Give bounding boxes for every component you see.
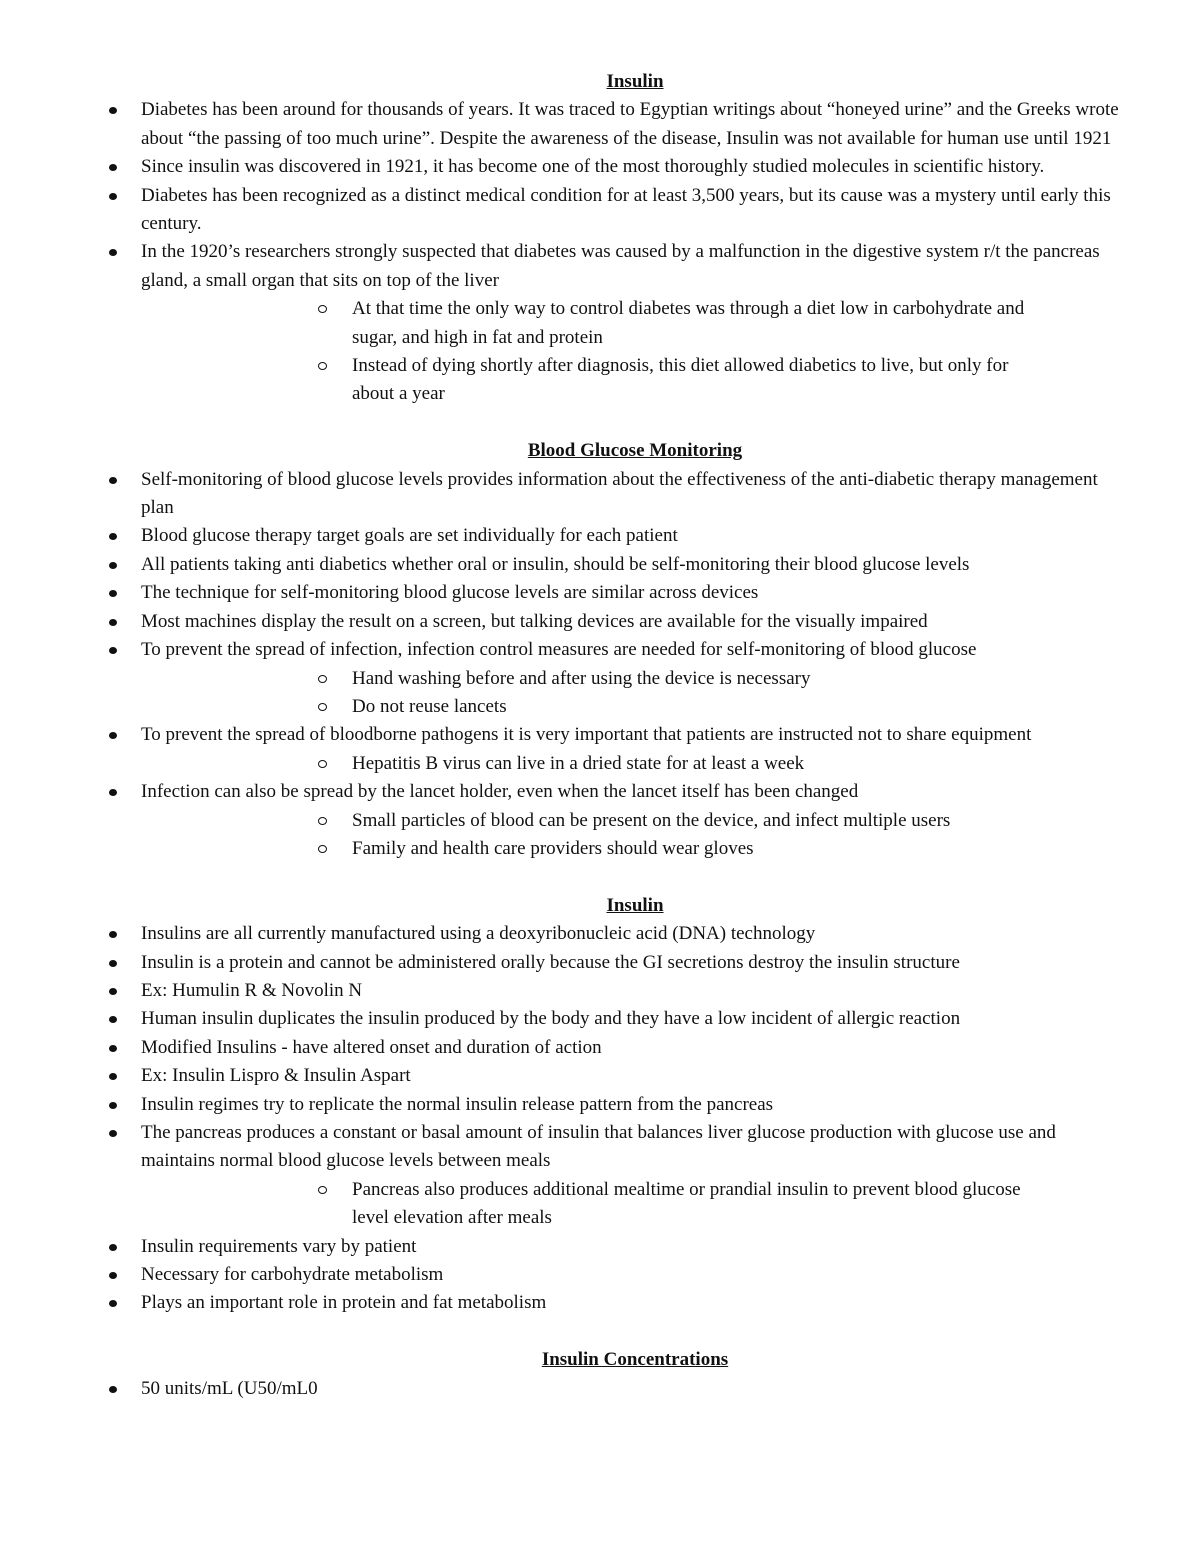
filled-bullet-icon (109, 1244, 117, 1251)
sub-bullet-list (141, 1176, 1120, 1233)
section-spacer (0, 863, 1200, 891)
list-item (0, 920, 1200, 948)
list-item-text: The technique for self-monitoring blood glucose levels are similar across devices (141, 582, 759, 604)
filled-bullet-icon (109, 931, 117, 938)
section-heading: Insulin Concentrations (541, 1349, 729, 1371)
list-item-text: To prevent the spread of bloodborne pathogens it is very important that patients are instructed not to share equipment (141, 724, 1032, 746)
sub-list-item (141, 693, 1120, 721)
list-item-text: Diabetes has been recognized as a distinct medical condition for at least 3,500 years, but its cause was a mystery until early this century. (141, 184, 1111, 235)
list-item-text: 50 units/mL (U50/mL0 (141, 1377, 318, 1399)
list-item (0, 949, 1200, 977)
list-item-text: Ex: Insulin Lispro & Insulin Aspart (141, 1065, 411, 1087)
list-item (0, 1233, 1200, 1261)
list-item (0, 1119, 1200, 1233)
filled-bullet-icon (109, 789, 117, 796)
filled-bullet-icon (109, 1102, 117, 1109)
list-item-text: Human insulin duplicates the insulin produced by the body and they have a low incident of allergic reaction (141, 1008, 961, 1030)
filled-bullet-icon (109, 647, 117, 654)
sub-bullet-list (141, 750, 1120, 778)
list-item (0, 1261, 1200, 1289)
list-item (0, 778, 1200, 863)
filled-bullet-icon (109, 960, 117, 967)
sub-list-item-text: Family and health care providers should wear gloves (352, 837, 754, 859)
sub-list-item (141, 352, 1120, 409)
section-heading: Blood Glucose Monitoring (527, 440, 743, 462)
filled-bullet-icon (109, 1016, 117, 1023)
list-item (0, 636, 1200, 721)
filled-bullet-icon (109, 164, 117, 171)
section-spacer (0, 1318, 1200, 1346)
list-item-text: In the 1920’s researchers strongly suspected that diabetes was caused by a malfunction in the digestive system r/t the pancreas gland, a small organ that sits on top of the liver (141, 241, 1100, 291)
list-item-text: Self-monitoring of blood glucose levels provides information about the effectiveness of the anti-diabetic therapy management plan (141, 468, 1098, 519)
filled-bullet-icon (109, 1073, 117, 1080)
list-item-text: Most machines display the result on a screen, but talking devices are available for the visually impaired (141, 610, 928, 632)
list-item (0, 466, 1200, 523)
filled-bullet-icon (109, 249, 117, 256)
sub-list-item (141, 750, 1120, 778)
list-item (0, 1034, 1200, 1062)
list-item-text: Since insulin was discovered in 1921, it has become one of the most thoroughly studied molecules in scientific history. (141, 156, 1045, 178)
hollow-bullet-icon (318, 675, 327, 683)
list-item-text: Insulins are all currently manufactured using a deoxyribonucleic acid (DNA) technology (141, 923, 816, 945)
list-item-text: Ex: Humulin R & Novolin N (141, 979, 363, 1001)
sub-list-item (141, 835, 1120, 863)
sub-list-item (141, 1176, 1120, 1233)
sub-list-item-text: Small particles of blood can be present on the device, and infect multiple users (352, 809, 951, 831)
list-item-text: Blood glucose therapy target goals are set individually for each patient (141, 525, 678, 547)
filled-bullet-icon (109, 590, 117, 597)
list-item (0, 522, 1200, 550)
sub-bullet-list (141, 807, 1120, 864)
filled-bullet-icon (109, 477, 117, 484)
hollow-bullet-icon (318, 703, 327, 711)
sub-list-item (141, 665, 1120, 693)
list-item-text: Diabetes has been around for thousands of years. It was traced to Egyptian writings about “honeyed urine” and the Greeks wrote about “the passing of too much urine”. Despite the awareness of the disease, Insulin was not available for human use until 1921 (141, 99, 1119, 149)
list-item-text: Modified Insulins - have altered onset and duration of action (141, 1036, 602, 1058)
sub-list-item-text: Hepatitis B virus can live in a dried state for at least a week (352, 752, 805, 774)
sub-list-item-text: Instead of dying shortly after diagnosis, this diet allowed diabetics to live, but only for about a year (352, 355, 1009, 405)
list-item-text: Plays an important role in protein and fat metabolism (141, 1292, 547, 1314)
filled-bullet-icon (109, 1386, 117, 1393)
sub-bullet-list (141, 665, 1120, 722)
bullet-list (0, 920, 1200, 1318)
sub-list-item-text: Hand washing before and after using the device is necessary (352, 667, 811, 689)
bullet-list (0, 96, 1200, 408)
list-item-text: To prevent the spread of infection, infection control measures are needed for self-monitoring of blood glucose (141, 639, 977, 661)
list-item (0, 1005, 1200, 1033)
list-item (0, 551, 1200, 579)
filled-bullet-icon (109, 562, 117, 569)
list-item (0, 977, 1200, 1005)
list-item-text: Insulin regimes try to replicate the normal insulin release pattern from the pancreas (141, 1093, 774, 1115)
hollow-bullet-icon (318, 817, 327, 825)
bullet-list (0, 1375, 1200, 1403)
sub-list-item (141, 807, 1120, 835)
list-item (0, 1289, 1200, 1317)
hollow-bullet-icon (318, 760, 327, 768)
sub-list-item-text: Pancreas also produces additional mealtime or prandial insulin to prevent blood glucose level elevation after meals (352, 1178, 1021, 1229)
sub-bullet-list (141, 295, 1120, 409)
list-item (0, 1062, 1200, 1090)
sub-list-item-text: Do not reuse lancets (352, 695, 507, 717)
filled-bullet-icon (109, 732, 117, 739)
filled-bullet-icon (109, 1300, 117, 1307)
filled-bullet-icon (109, 1045, 117, 1052)
sub-list-item (141, 295, 1120, 352)
bullet-list (0, 466, 1200, 864)
hollow-bullet-icon (318, 362, 327, 370)
list-item-text: Insulin requirements vary by patient (141, 1235, 417, 1257)
filled-bullet-icon (109, 619, 117, 626)
list-item (0, 238, 1200, 408)
document-content (0, 68, 1200, 1403)
list-item-text: Insulin is a protein and cannot be administered orally because the GI secretions destroy the insulin structure (141, 951, 960, 973)
filled-bullet-icon (109, 1272, 117, 1279)
filled-bullet-icon (109, 107, 117, 114)
document-page (0, 68, 1200, 1403)
hollow-bullet-icon (318, 1186, 327, 1194)
filled-bullet-icon (109, 1130, 117, 1137)
list-item (0, 182, 1200, 239)
sub-list-item-text: At that time the only way to control diabetes was through a diet low in carbohydrate and sugar, and high in fat and protein (352, 298, 1025, 348)
list-item (0, 96, 1200, 153)
filled-bullet-icon (109, 533, 117, 540)
list-item-text: The pancreas produces a constant or basal amount of insulin that balances liver glucose production with glucose use and maintains normal blood glucose levels between meals (141, 1122, 1056, 1172)
list-item (0, 1375, 1200, 1403)
section-heading: Insulin (606, 71, 664, 92)
list-item-text: Necessary for carbohydrate metabolism (141, 1264, 444, 1286)
list-item (0, 608, 1200, 636)
list-item (0, 153, 1200, 181)
list-item-text: Infection can also be spread by the lancet holder, even when the lancet itself has been changed (141, 781, 859, 803)
filled-bullet-icon (109, 193, 117, 200)
section-spacer (0, 409, 1200, 437)
hollow-bullet-icon (318, 845, 327, 853)
filled-bullet-icon (109, 988, 117, 995)
list-item (0, 721, 1200, 778)
section-heading: Insulin (606, 894, 664, 916)
list-item (0, 579, 1200, 607)
hollow-bullet-icon (318, 305, 327, 313)
list-item-text: All patients taking anti diabetics whether oral or insulin, should be self-monitoring their blood glucose levels (141, 553, 970, 575)
list-item (0, 1091, 1200, 1119)
